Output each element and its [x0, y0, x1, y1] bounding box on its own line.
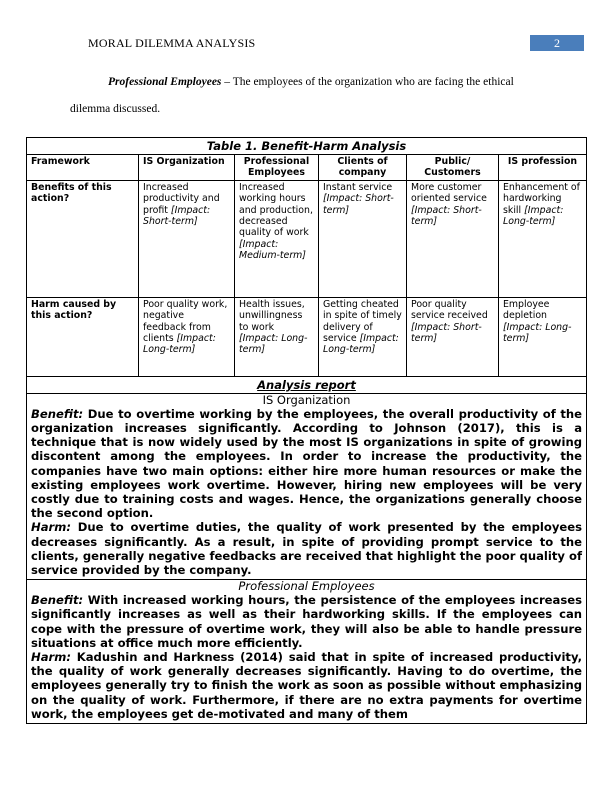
intro-text: – The employees of the organization who are facing the ethical dilemma discussed.	[70, 76, 514, 115]
table-cell: Health issues, unwillingness to work [Impact: Long-term]	[235, 297, 319, 376]
analysis-report-title: Analysis report	[27, 376, 587, 393]
table-cell: Increased working hours and production, decreased quality of work [Impact: Medium-term]	[235, 180, 319, 297]
column-header: IS profession	[499, 155, 587, 181]
table-cell: More customer oriented service [Impact: Short-term]	[407, 180, 499, 297]
section-title: Professional Employees	[238, 579, 375, 594]
report-section-professional-employees	[27, 580, 587, 724]
row-label: Harm caused by this action?	[27, 297, 139, 376]
section-body: Benefit: Due to overtime working by the employees, the overall productivity of the organization increases significantly. According to Johnson (2017), this is a technique that is now widely used by the most IS organizations in spite of growing discontent among the employees. In order to increase the productivity, the companies have two main options: either hire more human resources or make the existing employees work overtime. However, hiring new employees will be very costly due to training costs and wages. Hence, the organizations generally choose the second option. Harm: Due to overtime duties, the quality of work presented by the employees decreases significantly. As a result, in spite of providing prompt service to the clients, generally negative feedbacks are received that highlight the poor quality of service provided by the company.	[31, 406, 583, 578]
table-cell: Poor quality work, negative feedback from clients [Impact: Long-term]	[139, 297, 235, 376]
running-head: MORAL DILEMMA ANALYSIS	[88, 36, 256, 50]
column-header: Public/ Customers	[407, 155, 499, 181]
table-header-row	[27, 155, 587, 181]
table-row-benefits	[27, 180, 587, 297]
row-label: Benefits of this action?	[27, 180, 139, 297]
section-title: IS Organization	[262, 392, 351, 407]
report-section-is-organization	[27, 393, 587, 579]
table-cell: Enhancement of hardworking skill [Impact: Long-term]	[499, 180, 587, 297]
table-cell: Instant service [Impact: Short-term]	[319, 180, 407, 297]
table-title: Table 1. Benefit-Harm Analysis	[27, 138, 587, 155]
intro-paragraph	[70, 69, 544, 123]
column-header: Clients of company	[319, 155, 407, 181]
benefit-harm-table	[26, 137, 587, 724]
table-cell: Getting cheated in spite of timely delivery of service [Impact: Long-term]	[319, 297, 407, 376]
table-cell: Poor quality service received [Impact: Short-term]	[407, 297, 499, 376]
column-header: Professional Employees	[235, 155, 319, 181]
page-number: 2	[530, 35, 584, 51]
section-body: Benefit: With increased working hours, the persistence of the employees increases significantly increases as well as their hardworking skills. If the employees can cope with the pressure of overtime work, they will also be able to handle pressure situations at office much more efficiently. Harm: Kadushin and Harkness (2014) said that in spite of increased productivity, the quality of work generally decreases significantly. Having to do overtime, the employees generally try to finish the work as soon as possible without emphasizing on the quality of work. Furthermore, if there are no extra payments for overtime work, the employees get de-motivated and many of them	[31, 593, 583, 721]
column-header: IS Organization	[139, 155, 235, 181]
table-cell: Increased productivity and profit [Impact: Short-term]	[139, 180, 235, 297]
table-cell: Employee depletion [Impact: Long-term]	[499, 297, 587, 376]
intro-term: Professional Employees	[108, 76, 222, 88]
column-header: Framework	[27, 155, 139, 181]
table-row-harms	[27, 297, 587, 376]
